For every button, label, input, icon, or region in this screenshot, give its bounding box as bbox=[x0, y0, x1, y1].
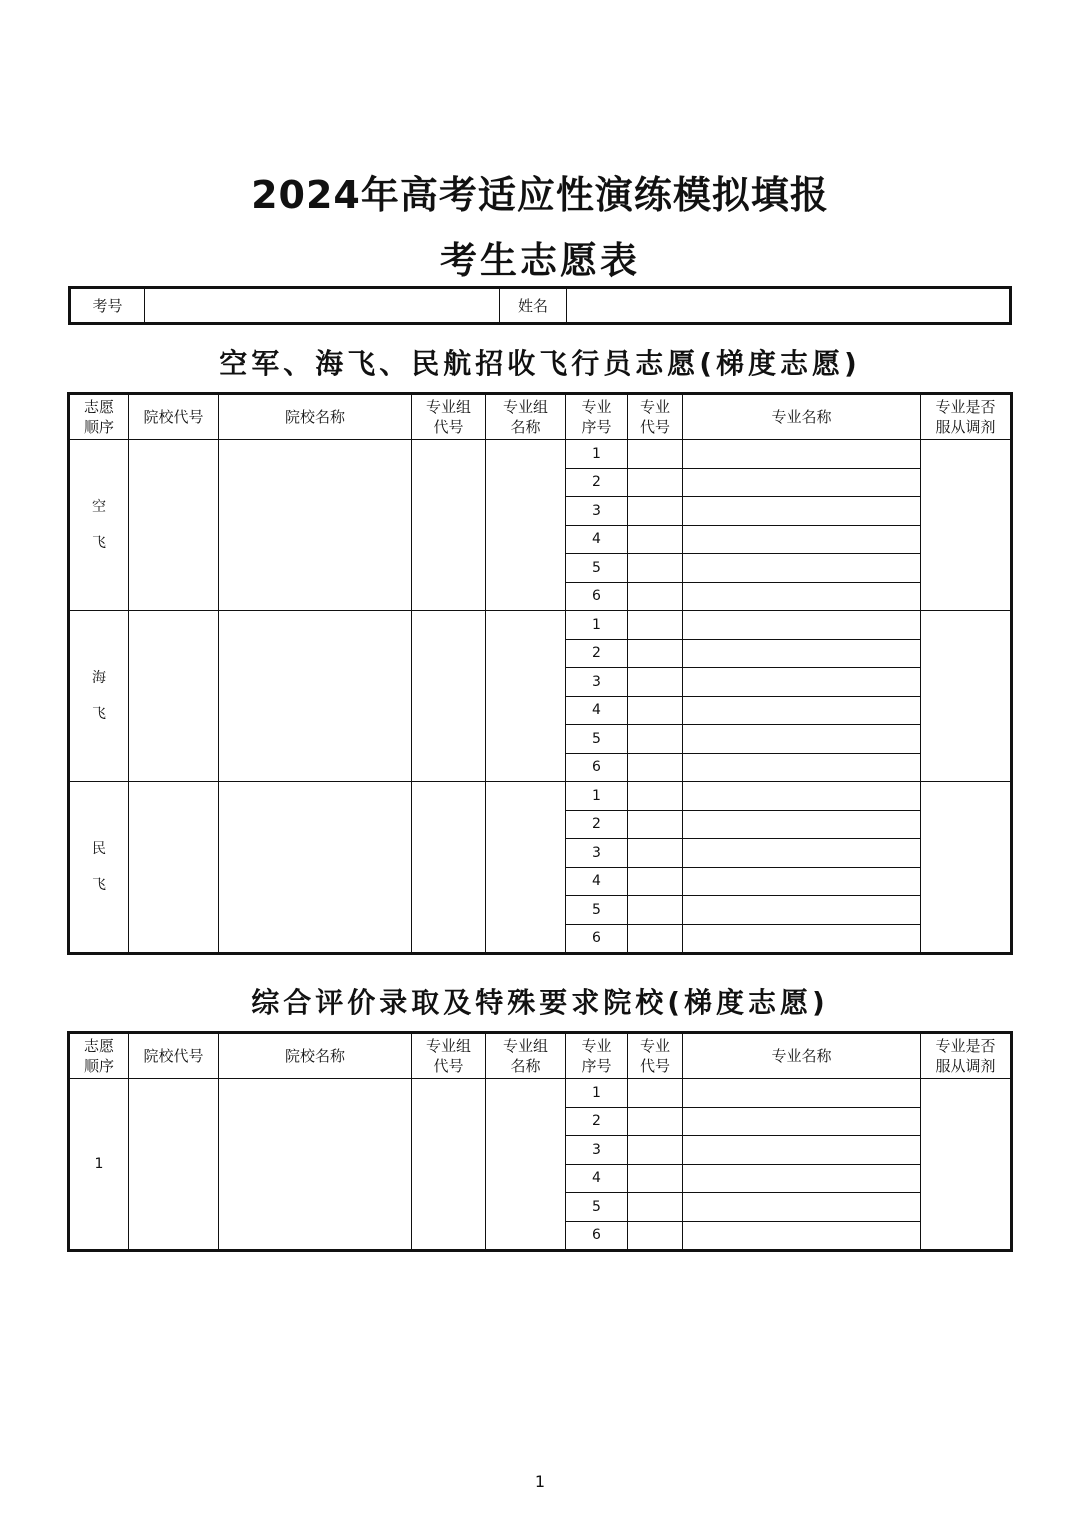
major-seq-cell: 6 bbox=[566, 753, 628, 782]
column-header-text: 顺序 bbox=[83, 1057, 114, 1075]
group-code-cell[interactable] bbox=[412, 782, 486, 954]
major-name-cell[interactable] bbox=[683, 753, 921, 782]
column-header-school-code bbox=[129, 1033, 219, 1079]
major-name-cell[interactable] bbox=[683, 1107, 921, 1136]
column-header-text: 服从调剂 bbox=[935, 418, 996, 436]
major-code-cell[interactable] bbox=[628, 696, 683, 725]
column-header-major-code bbox=[628, 1033, 683, 1079]
column-header-text: 名称 bbox=[510, 418, 541, 436]
column-header-text: 专业组 bbox=[502, 1037, 548, 1055]
major-code-cell[interactable] bbox=[628, 753, 683, 782]
major-code-cell[interactable] bbox=[628, 1079, 683, 1108]
column-header-major-code bbox=[628, 394, 683, 440]
column-header-group-name bbox=[486, 1033, 566, 1079]
major-seq-cell: 6 bbox=[566, 1221, 628, 1251]
table-row bbox=[69, 782, 1012, 811]
major-name-cell[interactable] bbox=[683, 696, 921, 725]
major-name-cell[interactable] bbox=[683, 1164, 921, 1193]
column-header-text: 专业组 bbox=[502, 398, 548, 416]
group-code-cell[interactable] bbox=[412, 440, 486, 611]
major-seq-cell: 5 bbox=[566, 725, 628, 754]
major-name-cell[interactable] bbox=[683, 896, 921, 925]
column-header-group-name bbox=[486, 394, 566, 440]
exam-number-field[interactable] bbox=[145, 288, 500, 324]
major-code-cell[interactable] bbox=[628, 1193, 683, 1222]
column-header-accept-adjustment bbox=[921, 394, 1012, 440]
school-name-cell[interactable] bbox=[219, 440, 412, 611]
volunteer-order-cell bbox=[69, 440, 129, 611]
volunteer-order-cell bbox=[69, 1079, 129, 1251]
column-header-text: 顺序 bbox=[83, 418, 114, 436]
column-header-text: 专业是否 bbox=[935, 398, 996, 416]
group-name-cell[interactable] bbox=[486, 611, 566, 782]
school-name-cell[interactable] bbox=[219, 782, 412, 954]
column-header-text: 院校名称 bbox=[284, 1047, 345, 1065]
major-code-cell[interactable] bbox=[628, 554, 683, 583]
major-code-cell[interactable] bbox=[628, 468, 683, 497]
accept-adjustment-cell[interactable] bbox=[921, 611, 1012, 782]
accept-adjustment-cell[interactable] bbox=[921, 782, 1012, 954]
major-seq-cell: 4 bbox=[566, 867, 628, 896]
header-row bbox=[69, 394, 1012, 440]
major-name-cell[interactable] bbox=[683, 554, 921, 583]
volunteer-order-label: 飞 bbox=[92, 535, 106, 551]
major-seq-cell: 4 bbox=[566, 1164, 628, 1193]
major-code-cell[interactable] bbox=[628, 497, 683, 526]
column-header-text: 专业名称 bbox=[771, 408, 832, 426]
column-header-major-seq bbox=[566, 1033, 628, 1079]
major-code-cell[interactable] bbox=[628, 896, 683, 925]
column-header-group-code bbox=[412, 394, 486, 440]
exam-number-label: 考号 bbox=[70, 288, 145, 324]
major-name-cell[interactable] bbox=[683, 497, 921, 526]
column-header-text: 名称 bbox=[510, 1057, 541, 1075]
major-code-cell[interactable] bbox=[628, 725, 683, 754]
pilot-volunteer-table bbox=[67, 392, 1013, 955]
column-header-school-code bbox=[129, 394, 219, 440]
column-header-text: 序号 bbox=[581, 418, 612, 436]
column-header-text: 代号 bbox=[639, 1057, 670, 1075]
column-header-accept-adjustment bbox=[921, 1033, 1012, 1079]
column-header-text: 代号 bbox=[433, 1057, 464, 1075]
volunteer-order-label: 飞 bbox=[92, 706, 106, 722]
major-seq-cell: 6 bbox=[566, 924, 628, 954]
section-title-comprehensive: 综合评价录取及特殊要求院校(梯度志愿) bbox=[251, 986, 829, 1019]
major-name-cell[interactable] bbox=[683, 611, 921, 640]
section-title-pilot: 空军、海飞、民航招收飞行员志愿(梯度志愿) bbox=[219, 347, 861, 380]
column-header-text: 院校名称 bbox=[284, 408, 345, 426]
major-name-cell[interactable] bbox=[683, 1079, 921, 1108]
column-header-text: 服从调剂 bbox=[935, 1057, 996, 1075]
header-row bbox=[69, 1033, 1012, 1079]
column-header-major-name bbox=[683, 1033, 921, 1079]
major-code-cell[interactable] bbox=[628, 924, 683, 954]
major-seq-cell: 1 bbox=[566, 782, 628, 811]
major-code-cell[interactable] bbox=[628, 1221, 683, 1251]
major-name-cell[interactable] bbox=[683, 525, 921, 554]
accept-adjustment-cell[interactable] bbox=[921, 1079, 1012, 1251]
volunteer-order-label: 飞 bbox=[92, 877, 106, 893]
volunteer-order-label: 1 bbox=[94, 1156, 104, 1172]
major-code-cell[interactable] bbox=[628, 525, 683, 554]
group-code-cell[interactable] bbox=[412, 611, 486, 782]
school-code-cell[interactable] bbox=[129, 440, 219, 611]
page-number: 1 bbox=[534, 1472, 546, 1491]
major-seq-cell: 5 bbox=[566, 554, 628, 583]
table-row bbox=[69, 440, 1012, 469]
volunteer-order-label: 海 bbox=[92, 670, 106, 686]
major-seq-cell: 5 bbox=[566, 896, 628, 925]
major-code-cell[interactable] bbox=[628, 639, 683, 668]
column-header-major-name bbox=[683, 394, 921, 440]
name-label: 姓名 bbox=[500, 288, 567, 324]
major-seq-cell: 1 bbox=[566, 440, 628, 469]
major-seq-cell: 4 bbox=[566, 696, 628, 725]
major-code-cell[interactable] bbox=[628, 810, 683, 839]
major-name-cell[interactable] bbox=[683, 1136, 921, 1165]
major-code-cell[interactable] bbox=[628, 1107, 683, 1136]
column-header-order bbox=[69, 1033, 129, 1079]
major-code-cell[interactable] bbox=[628, 867, 683, 896]
major-name-cell[interactable] bbox=[683, 725, 921, 754]
major-code-cell[interactable] bbox=[628, 611, 683, 640]
column-header-text: 专业组 bbox=[425, 1037, 471, 1055]
column-header-text: 专业是否 bbox=[935, 1037, 996, 1055]
table-row bbox=[69, 1079, 1012, 1108]
form-title: 2024年高考适应性演练模拟填报 bbox=[251, 173, 829, 217]
major-seq-cell: 5 bbox=[566, 1193, 628, 1222]
major-code-cell[interactable] bbox=[628, 582, 683, 611]
major-seq-cell: 2 bbox=[566, 1107, 628, 1136]
major-seq-cell: 2 bbox=[566, 639, 628, 668]
major-seq-cell: 1 bbox=[566, 611, 628, 640]
major-name-cell[interactable] bbox=[683, 810, 921, 839]
major-seq-cell: 3 bbox=[566, 839, 628, 868]
major-seq-cell: 4 bbox=[566, 525, 628, 554]
major-name-cell[interactable] bbox=[683, 440, 921, 469]
school-name-cell[interactable] bbox=[219, 1079, 412, 1251]
major-code-cell[interactable] bbox=[628, 1136, 683, 1165]
major-name-cell[interactable] bbox=[683, 839, 921, 868]
major-seq-cell: 2 bbox=[566, 810, 628, 839]
school-code-cell[interactable] bbox=[129, 782, 219, 954]
volunteer-order-cell bbox=[69, 611, 129, 782]
column-header-order bbox=[69, 394, 129, 440]
column-header-text: 专业 bbox=[581, 1037, 612, 1055]
group-name-cell[interactable] bbox=[486, 1079, 566, 1251]
column-header-school-name bbox=[219, 394, 412, 440]
major-name-cell[interactable] bbox=[683, 639, 921, 668]
column-header-text: 专业 bbox=[639, 1037, 670, 1055]
column-header-text: 代号 bbox=[639, 418, 670, 436]
group-name-cell[interactable] bbox=[486, 440, 566, 611]
volunteer-order-label: 民 bbox=[92, 841, 106, 857]
major-name-cell[interactable] bbox=[683, 668, 921, 697]
major-name-cell[interactable] bbox=[683, 782, 921, 811]
column-header-school-name bbox=[219, 1033, 412, 1079]
column-header-group-code bbox=[412, 1033, 486, 1079]
major-name-cell[interactable] bbox=[683, 1221, 921, 1251]
major-seq-cell: 2 bbox=[566, 468, 628, 497]
column-header-text: 院校代号 bbox=[143, 1047, 204, 1065]
column-header-text: 院校代号 bbox=[143, 408, 204, 426]
major-seq-cell: 3 bbox=[566, 1136, 628, 1165]
table-row bbox=[69, 611, 1012, 640]
column-header-text: 序号 bbox=[581, 1057, 612, 1075]
column-header-text: 专业 bbox=[581, 398, 612, 416]
column-header-text: 志愿 bbox=[83, 398, 114, 416]
group-code-cell[interactable] bbox=[412, 1079, 486, 1251]
school-code-cell[interactable] bbox=[129, 611, 219, 782]
column-header-major-seq bbox=[566, 394, 628, 440]
accept-adjustment-cell[interactable] bbox=[921, 440, 1012, 611]
school-code-cell[interactable] bbox=[129, 1079, 219, 1251]
candidate-info-table bbox=[68, 286, 1012, 325]
major-name-cell[interactable] bbox=[683, 582, 921, 611]
name-field[interactable] bbox=[567, 288, 1011, 324]
volunteer-order-label: 空 bbox=[92, 499, 106, 515]
major-name-cell[interactable] bbox=[683, 468, 921, 497]
major-seq-cell: 3 bbox=[566, 497, 628, 526]
major-seq-cell: 6 bbox=[566, 582, 628, 611]
column-header-text: 志愿 bbox=[83, 1037, 114, 1055]
major-name-cell[interactable] bbox=[683, 1193, 921, 1222]
column-header-text: 代号 bbox=[433, 418, 464, 436]
major-name-cell[interactable] bbox=[683, 924, 921, 954]
column-header-text: 专业 bbox=[639, 398, 670, 416]
volunteer-order-cell bbox=[69, 782, 129, 954]
major-seq-cell: 1 bbox=[566, 1079, 628, 1108]
column-header-text: 专业组 bbox=[425, 398, 471, 416]
major-code-cell[interactable] bbox=[628, 668, 683, 697]
column-header-text: 专业名称 bbox=[771, 1047, 832, 1065]
major-code-cell[interactable] bbox=[628, 839, 683, 868]
major-code-cell[interactable] bbox=[628, 1164, 683, 1193]
major-seq-cell: 3 bbox=[566, 668, 628, 697]
form-subtitle: 考生志愿表 bbox=[440, 239, 640, 282]
major-name-cell[interactable] bbox=[683, 867, 921, 896]
group-name-cell[interactable] bbox=[486, 782, 566, 954]
major-code-cell[interactable] bbox=[628, 782, 683, 811]
major-code-cell[interactable] bbox=[628, 440, 683, 469]
comprehensive-volunteer-table bbox=[67, 1031, 1013, 1252]
school-name-cell[interactable] bbox=[219, 611, 412, 782]
